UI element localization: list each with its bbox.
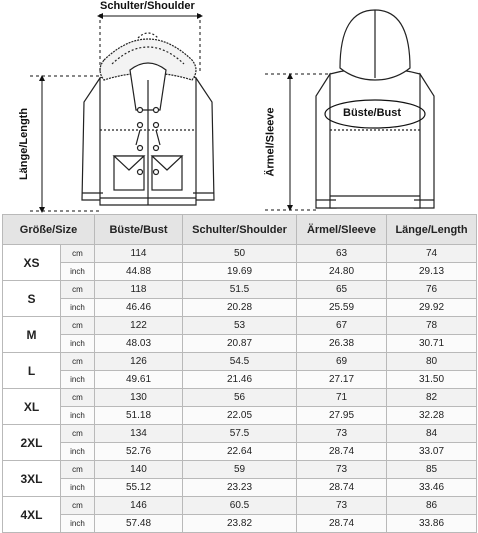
- value-cell: 84: [387, 425, 477, 443]
- value-cell: 33.46: [387, 479, 477, 497]
- table-row: [3, 281, 477, 299]
- value-cell: 52.76: [95, 443, 183, 461]
- value-cell: 20.87: [183, 335, 297, 353]
- value-cell: 130: [95, 389, 183, 407]
- size-cell: XL: [3, 389, 61, 425]
- table-row: [3, 443, 477, 461]
- unit-inch-cell: inch: [61, 479, 95, 497]
- value-cell: 44.88: [95, 263, 183, 281]
- bust-label: Büste/Bust: [343, 107, 402, 119]
- value-cell: 29.13: [387, 263, 477, 281]
- size-cell: L: [3, 353, 61, 389]
- value-cell: 48.03: [95, 335, 183, 353]
- value-cell: 73: [297, 425, 387, 443]
- value-cell: 73: [297, 497, 387, 515]
- value-cell: 27.17: [297, 371, 387, 389]
- table-header-row: [3, 215, 477, 245]
- value-cell: 122: [95, 317, 183, 335]
- size-chart-table: [2, 214, 477, 533]
- unit-inch-cell: inch: [61, 335, 95, 353]
- sleeve-label: Ärmel/Sleeve: [264, 107, 277, 177]
- value-cell: 80: [387, 353, 477, 371]
- size-diagram: [0, 0, 478, 214]
- unit-cm-cell: cm: [61, 461, 95, 479]
- value-cell: 23.23: [183, 479, 297, 497]
- unit-cm-cell: cm: [61, 245, 95, 263]
- value-cell: 114: [95, 245, 183, 263]
- unit-cm-cell: cm: [61, 317, 95, 335]
- size-cell: XS: [3, 245, 61, 281]
- unit-inch-cell: inch: [61, 299, 95, 317]
- value-cell: 53: [183, 317, 297, 335]
- value-cell: 22.64: [183, 443, 297, 461]
- header-shoulder: Schulter/Shoulder: [183, 215, 297, 245]
- table-row: [3, 407, 477, 425]
- value-cell: 86: [387, 497, 477, 515]
- jacket-illustration: [0, 0, 478, 214]
- unit-inch-cell: inch: [61, 515, 95, 533]
- value-cell: 30.71: [387, 335, 477, 353]
- value-cell: 28.74: [297, 479, 387, 497]
- header-length: Länge/Length: [387, 215, 477, 245]
- header-bust: Büste/Bust: [95, 215, 183, 245]
- value-cell: 21.46: [183, 371, 297, 389]
- unit-inch-cell: inch: [61, 443, 95, 461]
- value-cell: 54.5: [183, 353, 297, 371]
- value-cell: 29.92: [387, 299, 477, 317]
- value-cell: 23.82: [183, 515, 297, 533]
- value-cell: 140: [95, 461, 183, 479]
- value-cell: 69: [297, 353, 387, 371]
- value-cell: 63: [297, 245, 387, 263]
- value-cell: 71: [297, 389, 387, 407]
- value-cell: 134: [95, 425, 183, 443]
- size-cell: 4XL: [3, 497, 61, 533]
- shoulder-label: Schulter/Shoulder: [100, 0, 195, 12]
- length-label: Länge/Length: [18, 107, 31, 181]
- size-cell: 2XL: [3, 425, 61, 461]
- value-cell: 33.07: [387, 443, 477, 461]
- value-cell: 31.50: [387, 371, 477, 389]
- value-cell: 46.46: [95, 299, 183, 317]
- unit-cm-cell: cm: [61, 497, 95, 515]
- value-cell: 28.74: [297, 443, 387, 461]
- value-cell: 25.59: [297, 299, 387, 317]
- value-cell: 22.05: [183, 407, 297, 425]
- front-jacket-drawing: [82, 33, 214, 205]
- value-cell: 49.61: [95, 371, 183, 389]
- unit-cm-cell: cm: [61, 281, 95, 299]
- value-cell: 82: [387, 389, 477, 407]
- value-cell: 50: [183, 245, 297, 263]
- size-cell: S: [3, 281, 61, 317]
- value-cell: 28.74: [297, 515, 387, 533]
- table-row: [3, 299, 477, 317]
- table-row: [3, 263, 477, 281]
- header-sleeve: Ärmel/Sleeve: [297, 215, 387, 245]
- table-row: [3, 425, 477, 443]
- unit-inch-cell: inch: [61, 263, 95, 281]
- value-cell: 51.18: [95, 407, 183, 425]
- table-row: [3, 389, 477, 407]
- value-cell: 56: [183, 389, 297, 407]
- unit-inch-cell: inch: [61, 371, 95, 389]
- value-cell: 19.69: [183, 263, 297, 281]
- unit-inch-cell: inch: [61, 407, 95, 425]
- table-row: [3, 461, 477, 479]
- table-body: [3, 245, 477, 533]
- value-cell: 33.86: [387, 515, 477, 533]
- value-cell: 26.38: [297, 335, 387, 353]
- value-cell: 57.5: [183, 425, 297, 443]
- value-cell: 74: [387, 245, 477, 263]
- value-cell: 67: [297, 317, 387, 335]
- value-cell: 55.12: [95, 479, 183, 497]
- value-cell: 27.95: [297, 407, 387, 425]
- value-cell: 51.5: [183, 281, 297, 299]
- header-size: Größe/Size: [3, 215, 95, 245]
- value-cell: 85: [387, 461, 477, 479]
- value-cell: 57.48: [95, 515, 183, 533]
- table-row: [3, 515, 477, 533]
- table-row: [3, 317, 477, 335]
- value-cell: 118: [95, 281, 183, 299]
- unit-cm-cell: cm: [61, 389, 95, 407]
- value-cell: 60.5: [183, 497, 297, 515]
- unit-cm-cell: cm: [61, 353, 95, 371]
- size-cell: 3XL: [3, 461, 61, 497]
- value-cell: 24.80: [297, 263, 387, 281]
- table-row: [3, 335, 477, 353]
- value-cell: 65: [297, 281, 387, 299]
- value-cell: 146: [95, 497, 183, 515]
- value-cell: 76: [387, 281, 477, 299]
- table-row: [3, 371, 477, 389]
- value-cell: 78: [387, 317, 477, 335]
- value-cell: 59: [183, 461, 297, 479]
- value-cell: 32.28: [387, 407, 477, 425]
- value-cell: 20.28: [183, 299, 297, 317]
- value-cell: 73: [297, 461, 387, 479]
- table-row: [3, 245, 477, 263]
- table-row: [3, 497, 477, 515]
- size-cell: M: [3, 317, 61, 353]
- unit-cm-cell: cm: [61, 425, 95, 443]
- value-cell: 126: [95, 353, 183, 371]
- table-row: [3, 479, 477, 497]
- table-row: [3, 353, 477, 371]
